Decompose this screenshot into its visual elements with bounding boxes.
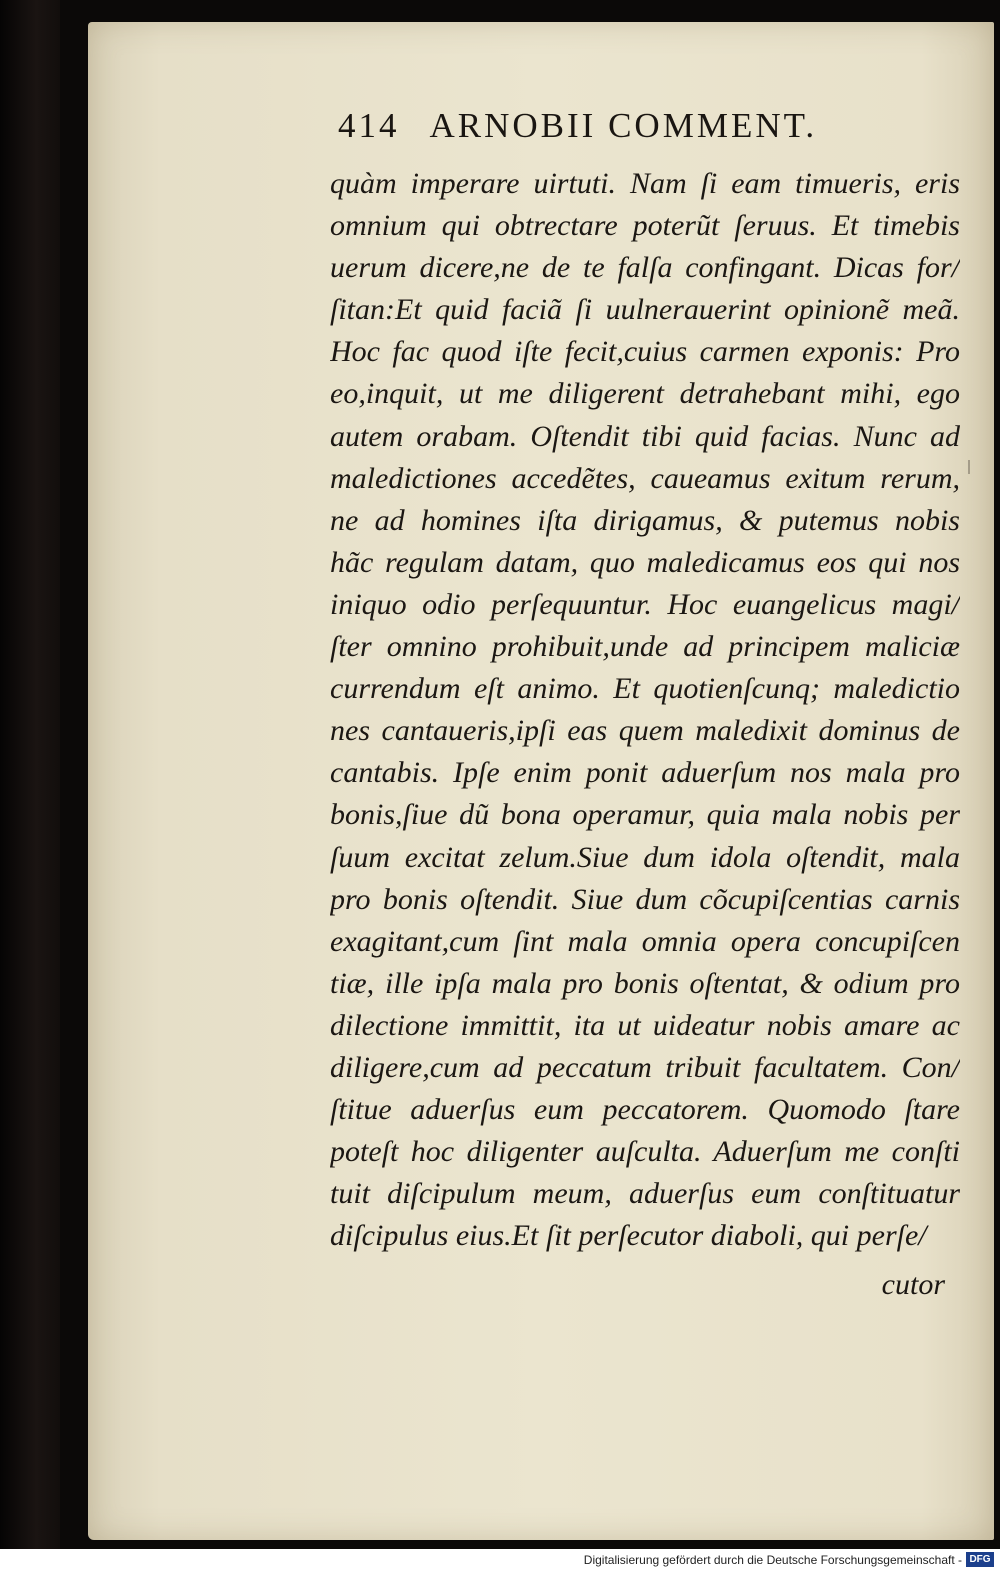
text-line: omnium qui obtrectare poterũt ſeruus. Et timebis — [330, 209, 960, 243]
body-text-block — [330, 163, 960, 1257]
dfg-logo: DFG — [966, 1552, 994, 1567]
text-line: nes cantaueris,ipſi eas quem maledixit dominus de — [330, 714, 960, 748]
text-line: eo,inquit, ut me diligerent detrahebant mihi, ego — [330, 377, 960, 411]
margin-mark — [968, 460, 970, 474]
text-line: currendum eſt animo. Et quotienſcunq; maledictio — [330, 672, 960, 706]
text-line: tiæ, ille ipſa mala pro bonis oſtentat, & odium pro — [330, 966, 960, 1000]
text-line: hãc regulam datam, quo maledicamus eos qui nos — [330, 545, 960, 579]
text-line: ſitan:Et quid faciã ſi uulnerauerint opinionẽ meã. — [330, 293, 960, 327]
text-line: pro bonis oſtendit. Siue dum cõcupiſcentias carnis — [330, 882, 960, 916]
text-line: maledictiones accedẽtes, caueamus exitum rerum, — [330, 461, 960, 495]
text-line: ſuum excitat zelum.Siue dum idola oſtendit, mala — [330, 840, 960, 874]
text-line: diſcipulus eius.Et ſit perſecutor diaboli, qui perſe/ — [330, 1219, 927, 1253]
text-line: bonis,ſiue dũ bona operamur, quia mala nobis per — [330, 798, 960, 832]
text-line: Hoc fac quod iſte fecit,cuius carmen exponis: Pro — [330, 335, 960, 369]
book-gutter-shadow — [0, 0, 60, 1571]
text-line: ne ad homines iſta dirigamus, & putemus nobis — [330, 503, 960, 537]
text-line: diligere,cum ad peccatum tribuit facultatem. Con/ — [330, 1050, 960, 1084]
text-line: ſter omnino prohibuit,unde ad principem maliciæ — [330, 630, 960, 664]
text-line: cantabis. Ipſe enim ponit aduerſum nos mala pro — [330, 756, 960, 790]
catchword: cutor — [881, 1268, 945, 1301]
text-line: uerum dicere,ne de te falſa confingant. Dicas for/ — [330, 251, 960, 285]
text-line: poteſt hoc diligenter auſculta. Aduerſum me conſti — [330, 1135, 960, 1169]
page-number: 414 — [338, 106, 400, 145]
text-line: ſtitue aduerſus eum peccatorem. Quomodo ſtare — [330, 1093, 960, 1127]
text-line: dilectione immittit, ita ut uideatur nobis amare ac — [330, 1008, 960, 1042]
running-title: ARNOBII COMMENT. — [429, 106, 818, 145]
running-header — [338, 106, 938, 152]
text-line: tuit diſcipulum meum, aduerſus eum conſtituatur — [330, 1177, 960, 1211]
text-line: iniquo odio perſequuntur. Hoc euangelicus magi/ — [330, 587, 960, 621]
text-line: autem orabam. Oſtendit tibi quid facias. Nunc ad — [330, 419, 960, 453]
digitization-credit: Digitalisierung gefördert durch die Deutsche Forschungsgemeinschaft - — [583, 1553, 962, 1567]
text-line: quàm imperare uirtuti. Nam ſi eam timueris, eris — [330, 167, 960, 200]
text-line: exagitant,cum ſint mala omnia opera concupiſcen — [330, 924, 960, 958]
